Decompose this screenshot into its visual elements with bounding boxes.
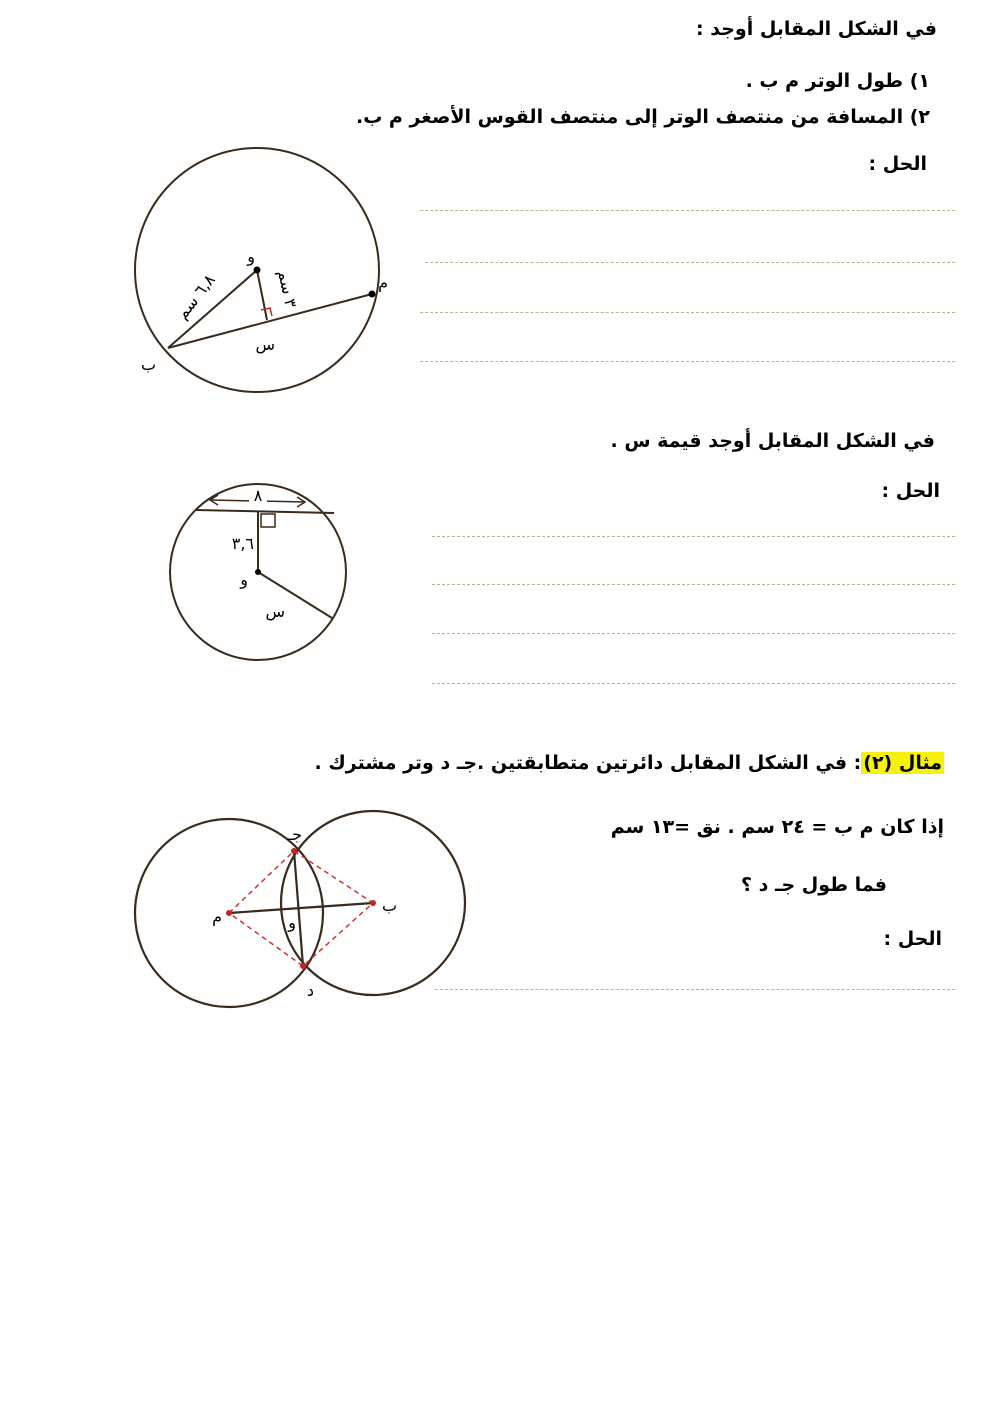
fig1-center-dot	[254, 267, 261, 274]
fig1-label-b: ب	[140, 355, 156, 374]
example2-given: إذا كان ﻡ ب = ٢٤ سم . نق =١٣ سم	[610, 816, 944, 838]
fig3-label-a: ﻡ	[212, 907, 222, 926]
fig2-chord-label: ٨	[253, 486, 263, 505]
example2-question: فما طول جـ د ؟	[740, 874, 887, 896]
fig1-distance-label: ٣ سم	[274, 268, 301, 310]
example2-title: مثال (٢)	[863, 752, 942, 774]
fig2-chord	[196, 510, 334, 513]
fig1-label-center: و	[247, 247, 255, 266]
fig1-label-a: ﻡ	[378, 273, 388, 292]
q1-solution-label: الحل :	[868, 153, 927, 175]
fig3-label-c: جـ	[287, 825, 302, 844]
fig3-label-center: و	[288, 913, 296, 932]
fig3-label-b: ب	[381, 896, 397, 915]
fig3-point-a	[226, 910, 232, 916]
example2-solution-label: الحل :	[883, 928, 942, 950]
fig3-point-c	[291, 848, 297, 854]
fig3-centers-line	[229, 903, 373, 913]
q2-heading: في الشكل المقابل أوجد قيمة س .	[610, 430, 935, 452]
q1-heading: في الشكل المقابل أوجد :	[696, 18, 937, 40]
fig1-point-a	[369, 291, 376, 298]
fig3-label-d: د	[306, 981, 314, 1000]
q1-item-2: ٢) المسافة من منتصف الوتر إلى منتصف القوس الأصغر ﻡ ب.	[355, 106, 930, 128]
example2-text: : في الشكل المقابل دائرتين متطابقتين .جـ د وتر مشترك .	[314, 752, 862, 774]
fig2-distance-label: ٣,٦	[231, 534, 254, 553]
fig2-center-dot	[255, 569, 261, 575]
fig3-point-d	[300, 963, 306, 969]
q2-solution-label: الحل :	[881, 480, 940, 502]
fig2-label-s: س	[265, 602, 285, 621]
fig3-point-b	[370, 900, 376, 906]
fig1-label-s: س	[255, 335, 275, 354]
fig2-label-center: و	[240, 570, 248, 589]
q1-item-1: ١) طول الوتر ﻡ ب .	[745, 70, 930, 92]
fig1-perpendicular	[257, 270, 267, 320]
fig2-right-angle	[261, 514, 275, 527]
fig1-radius-label: ٦,٨ سم	[172, 270, 219, 323]
